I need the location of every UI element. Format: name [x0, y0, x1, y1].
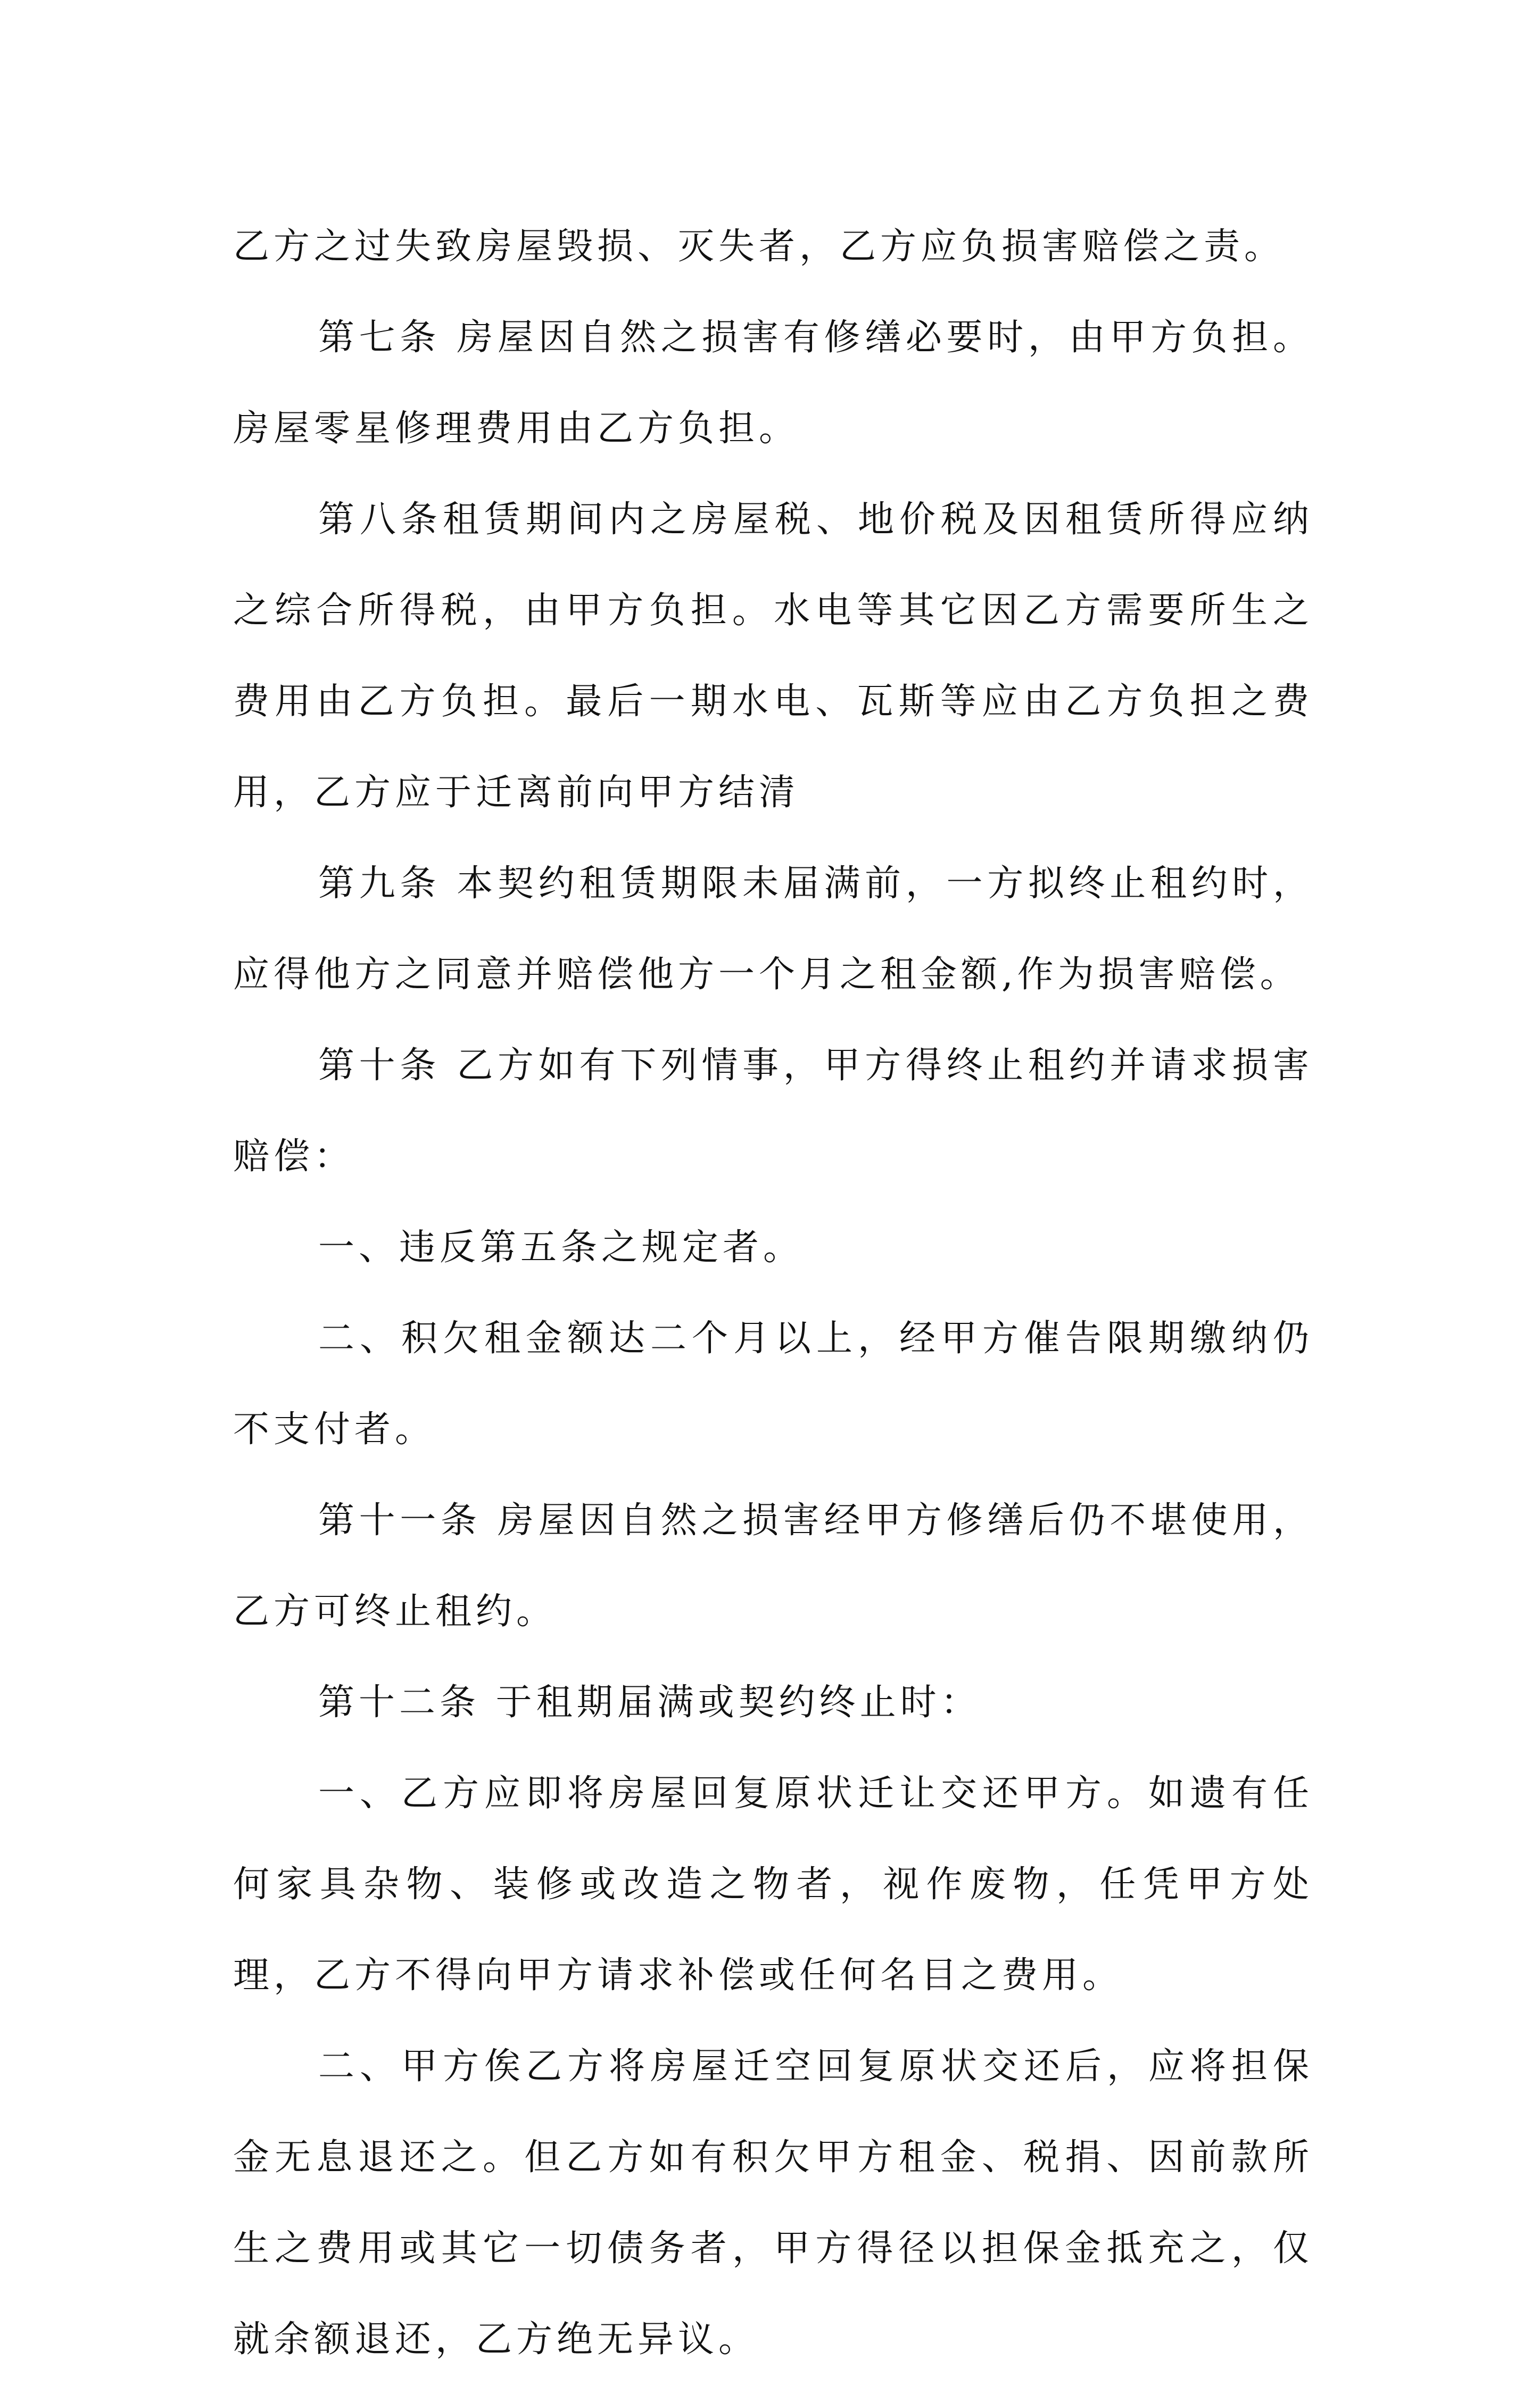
paragraph-1: 乙方之过失致房屋毁损、灭失者，乙方应负损害赔偿之责。: [233, 226, 1285, 268]
paragraph-article-10-item-2: 二、积欠租金额达二个月以上，经甲方催告限期缴纳仍不支付者。: [233, 1318, 1313, 1451]
paragraph-article-12: 第十二条 于租期届满或契约终止时：: [318, 1682, 981, 1724]
paragraph-article-7: 第七条 房屋因自然之损害有修缮必要时，由甲方负担。房屋零星修理费用由乙方负担。: [233, 317, 1313, 450]
paragraph-article-10-item-1: 一、违反第五条之规定者。: [318, 1227, 804, 1269]
paragraph-article-9: 第九条 本契约租赁期限未届满前，一方拟终止租约时，应得他方之同意并赔偿他方一个月之租金额,作为损害赔偿。: [233, 863, 1313, 996]
paragraph-article-8: 第八条租赁期间内之房屋税、地价税及因租赁所得应纳之综合所得税，由甲方负担。水电等其它因乙方需要所生之费用由乙方负担。最后一期水电、瓦斯等应由乙方负担之费用，乙方应于迁离前向甲方结清: [233, 499, 1313, 814]
paragraph-article-11: 第十一条 房屋因自然之损害经甲方修缮后仍不堪使用，乙方可终止租约。: [233, 1500, 1313, 1633]
document-body: [233, 201, 1313, 2385]
paragraph-article-12-item-2: 二、甲方俟乙方将房屋迁空回复原状交还后，应将担保金无息退还之。但乙方如有积欠甲方租金、税捐、因前款所生之费用或其它一切债务者，甲方得径以担保金抵充之，仅就余额退还，乙方绝无异议。: [233, 2046, 1313, 2361]
paragraph-article-12-item-1: 一、乙方应即将房屋回复原状迁让交还甲方。如遗有任何家具杂物、装修或改造之物者，视作废物，任凭甲方处理，乙方不得向甲方请求补偿或任何名目之费用。: [233, 1773, 1313, 1997]
paragraph-article-10: 第十条 乙方如有下列情事，甲方得终止租约并请求损害赔偿：: [233, 1045, 1313, 1178]
